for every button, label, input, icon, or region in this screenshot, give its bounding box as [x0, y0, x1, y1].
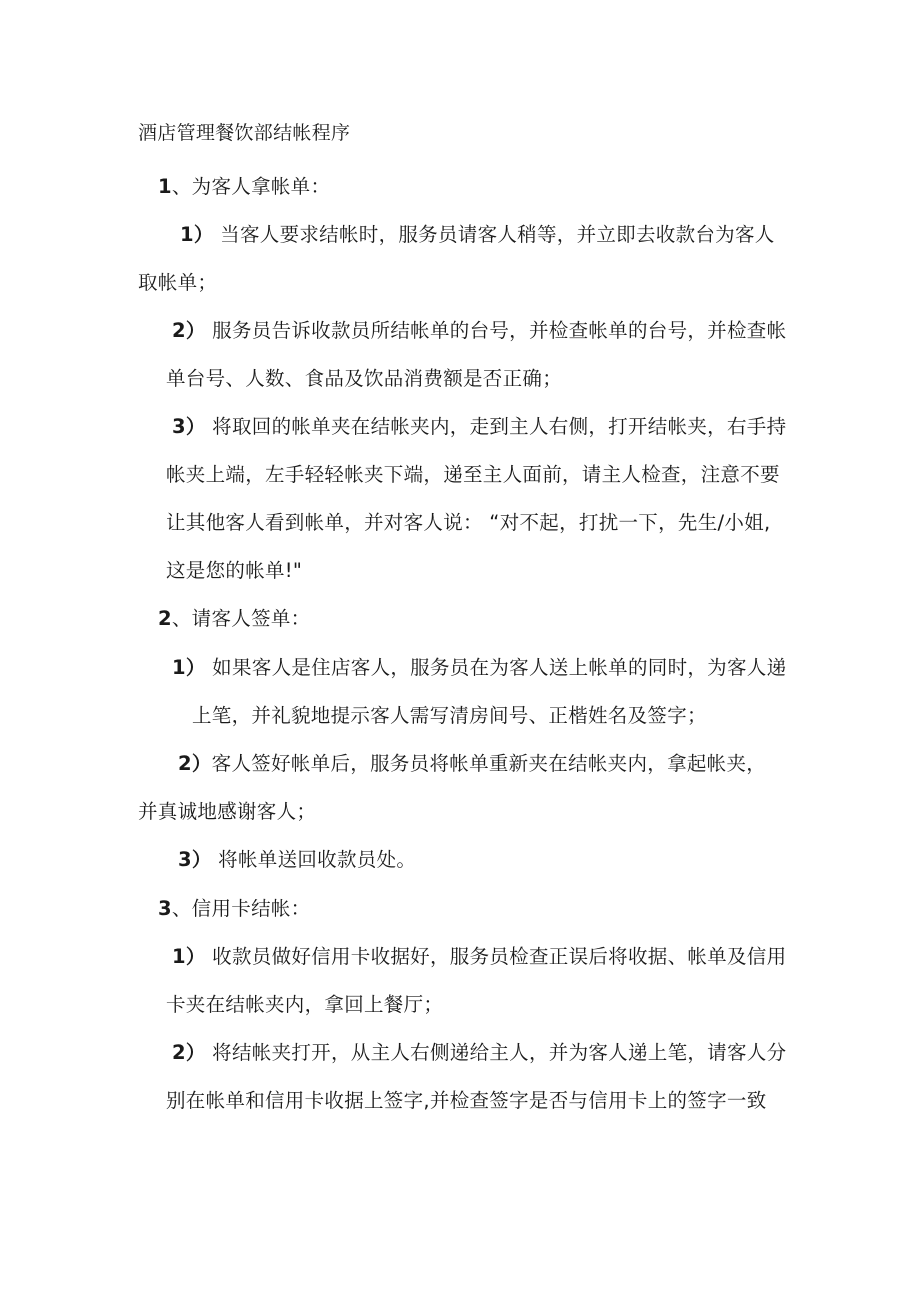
- item-text-line: 客人签好帐单后，服务员将帐单重新夹在结帐夹内，拿起帐夹，: [211, 752, 767, 775]
- item-text-line: 这是您的帐单!": [166, 559, 303, 582]
- section-heading: [158, 896, 310, 922]
- item-number: 2）: [172, 1041, 206, 1064]
- item-text-line: 服务员告诉收款员所结帐单的台号，并检查帐单的台号，并检查帐: [212, 319, 787, 342]
- section-heading-text: 、请客人签单：: [171, 607, 311, 630]
- list-item: [180, 222, 775, 248]
- list-item: [172, 318, 786, 344]
- list-item: [172, 414, 786, 440]
- page-title: 酒店管理餐饮部结帐程序: [138, 122, 351, 144]
- section-number: 1: [158, 175, 172, 198]
- section-heading: [158, 606, 310, 632]
- item-text-line: 当客人要求结帐时，服务员请客人稍等，并立即去收款台为客人: [220, 223, 775, 246]
- section-heading-text: 、为客人拿帐单：: [171, 175, 331, 198]
- item-text-line: 并真诚地感谢客人；: [138, 800, 317, 823]
- item-number: 2）: [172, 319, 206, 342]
- item-number: 3）: [178, 848, 212, 871]
- item-number: 2）: [178, 752, 212, 775]
- list-item: [172, 944, 786, 970]
- item-text-line: 将取回的帐单夹在结帐夹内，走到主人右侧，打开结帐夹，右手持: [212, 415, 787, 438]
- item-text-line: 别在帐单和信用卡收据上签字,并检查签字是否与信用卡上的签字一致: [166, 1089, 767, 1112]
- list-item: [172, 1040, 786, 1066]
- item-number: 3）: [172, 415, 206, 438]
- section-heading-text: 、信用卡结帐：: [171, 897, 311, 920]
- item-text-line: 取帐单；: [138, 271, 218, 294]
- item-text-line: 帐夹上端，左手轻轻帐夹下端，递至主人面前，请主人检查，注意不要: [166, 463, 780, 486]
- section-number: 3: [158, 897, 172, 920]
- item-text-line: 收款员做好信用卡收据好，服务员检查正误后将收据、帐单及信用: [212, 945, 787, 968]
- item-number: 1）: [172, 945, 206, 968]
- item-text-line: 上笔，并礼貌地提示客人需写清房间号、正楷姓名及签字；: [192, 704, 707, 727]
- item-text-line: 将结帐夹打开，从主人右侧递给主人，并为客人递上笔，请客人分: [212, 1041, 787, 1064]
- item-number: 1）: [172, 656, 206, 679]
- list-item: [178, 847, 416, 873]
- item-text-line: 单台号、人数、食品及饮品消费额是否正确；: [166, 367, 563, 390]
- item-text-line: 如果客人是住店客人，服务员在为客人送上帐单的同时，为客人递: [212, 656, 787, 679]
- item-text-line: 将帐单送回收款员处。: [218, 848, 417, 871]
- item-number: 1）: [180, 223, 214, 246]
- item-text-line: 卡夹在结帐夹内，拿回上餐厅；: [166, 993, 444, 1016]
- list-item: [172, 655, 786, 681]
- section-heading: [158, 174, 330, 200]
- section-number: 2: [158, 607, 172, 630]
- list-item: [178, 751, 766, 777]
- item-text-line: 让其他客人看到帐单，并对客人说： “对不起，打扰一下，先生/小姐,: [166, 511, 771, 534]
